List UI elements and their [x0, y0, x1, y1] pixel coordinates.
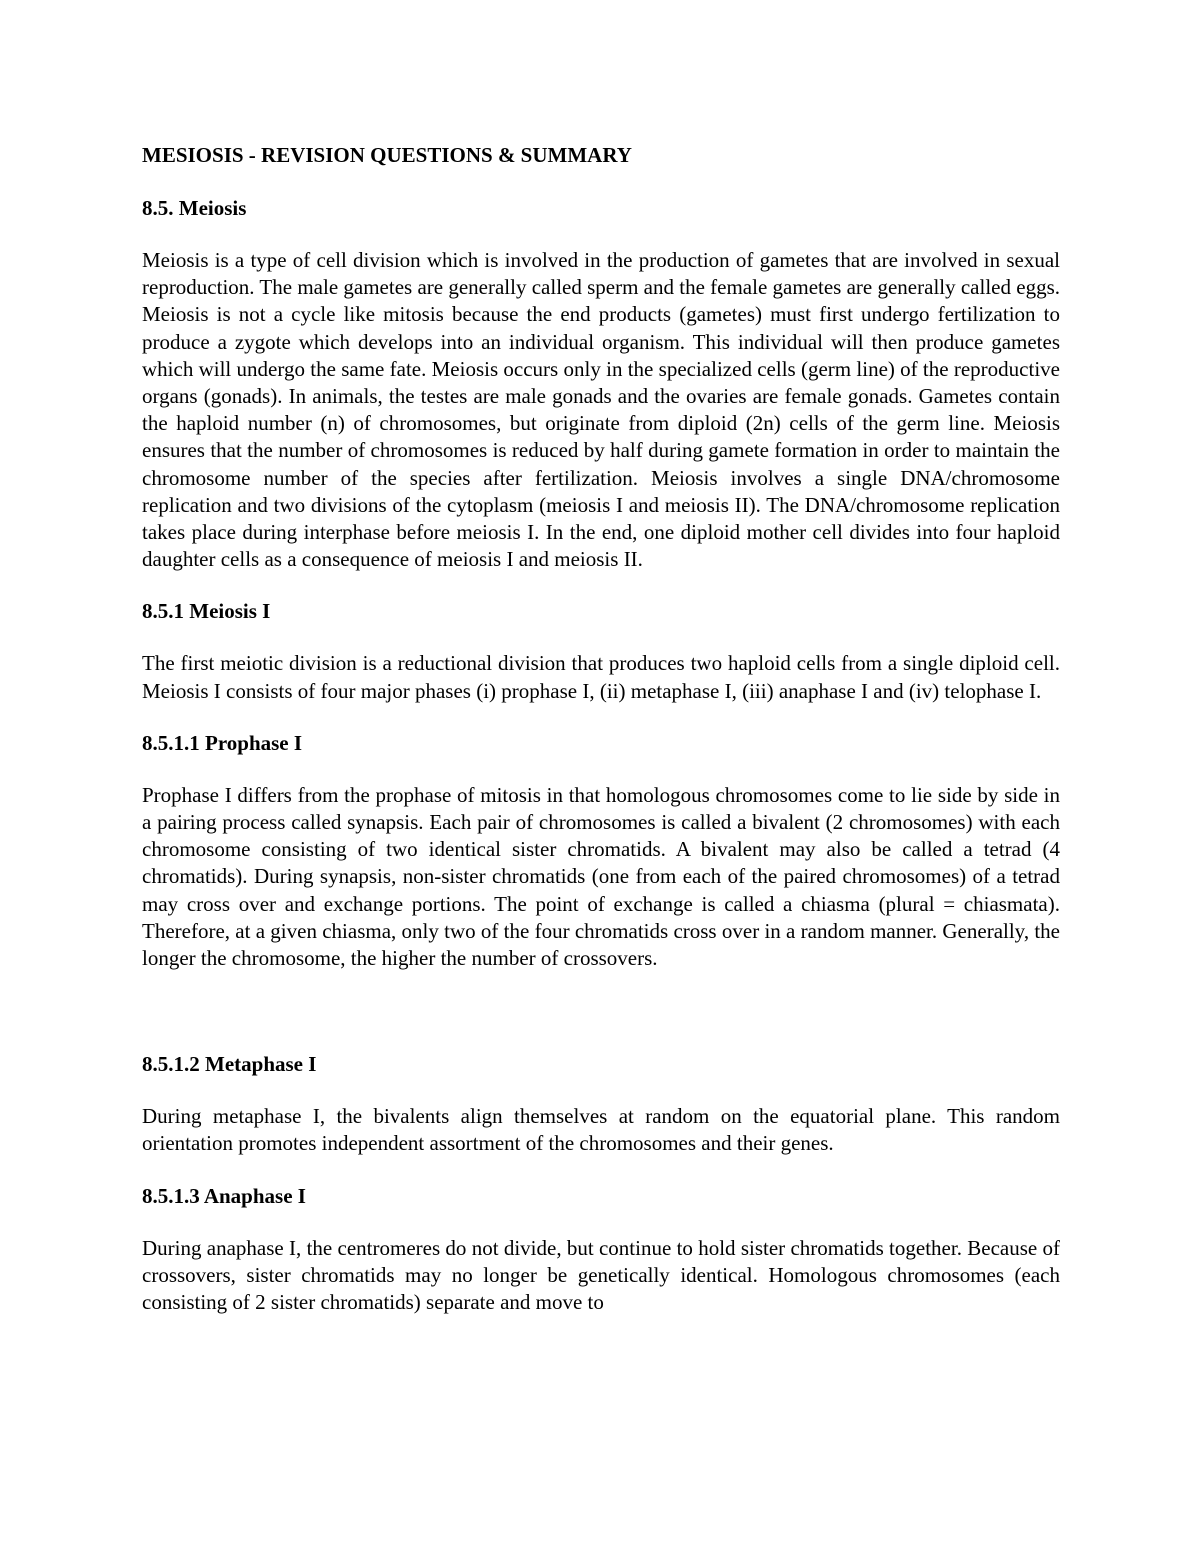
section-heading-meiosis: 8.5. Meiosis	[142, 196, 247, 220]
section-heading-metaphase-i: 8.5.1.2 Metaphase I	[142, 1052, 317, 1077]
section-paragraph-meiosis: Meiosis is a type of cell division which is involved in the production of gametes that are involved in sexual reproduction. The male gametes are generally called sperm and the female gametes are generally called eggs. Meiosis is not a cycle like mitosis because the end products (gametes) must first undergo fertilization to produce a zygote which develops into an individual organism. This individual will then produce gametes which will undergo the same fate. Meiosis occurs only in the specialized cells (germ line) of the reproductive organs (gonads). In animals, the testes are male gonads and the ovaries are female gonads. Gametes contain the haploid number (n) of chromosomes, but originate from diploid (2n) cells of the germ line. Meiosis ensures that the number of chromosomes is reduced by half during gamete formation in order to maintain the chromosome number of the species after fertilization. Meiosis involves a single DNA/chromosome replication and two divisions of the cytoplasm (meiosis I and meiosis II). The DNA/chromosome replication takes place during interphase before meiosis I. In the end, one diploid mother cell divides into four haploid daughter cells as a consequence of meiosis I and meiosis II.	[142, 248, 1060, 572]
section-anaphase-i	[142, 1183, 1060, 1317]
section-paragraph-anaphase-i: During anaphase I, the centromeres do not divide, but continue to hold sister chromatids together. Because of crossovers, sister chromatids may no longer be genetically identical. Homologous chromosomes (each consisting of 2 sister chromatids) separate and move to	[142, 1235, 1060, 1315]
document-title: MESIOSIS - REVISION QUESTIONS & SUMMARY	[142, 143, 632, 167]
section-prophase-i	[142, 730, 1060, 972]
section-meiosis	[142, 195, 1060, 573]
document-page	[142, 142, 1060, 1341]
section-paragraph-meiosis-i: The first meiotic division is a reductional division that produces two haploid cells from a single diploid cell. Meiosis I consists of four major phases (i) prophase I, (ii) metaphase I, (iii) anaphase I and (iv) telophase I.	[142, 651, 1060, 703]
section-heading-meiosis-i: 8.5.1 Meiosis I	[142, 599, 271, 624]
section-paragraph-prophase-i: Prophase I differs from the prophase of mitosis in that homologous chromosomes come to lie side by side in a pairing process called synapsis. Each pair of chromosomes is called a bivalent (2 chromosomes) with each chromosome consisting of two identical sister chromatids. A bivalent may also be called a tetrad (4 chromatids). During synapsis, non-sister chromatids (one from each of the paired chromosomes) of a tetrad may cross over and exchange portions. The point of exchange is called a chiasma (plural = chiasmata). Therefore, at a given chiasma, only two of the four chromatids cross over in a random manner. Generally, the longer the chromosome, the higher the number of crossovers.	[142, 782, 1060, 971]
section-heading-prophase-i: 8.5.1.1 Prophase I	[142, 730, 303, 755]
section-meiosis-i	[142, 598, 1060, 704]
section-heading-anaphase-i: 8.5.1.3 Anaphase I	[142, 1183, 306, 1208]
section-metaphase-i	[142, 1051, 1060, 1157]
section-paragraph-metaphase-i: During metaphase I, the bivalents align themselves at random on the equatorial plane. This random orientation promotes independent assortment of the chromosomes and their genes.	[142, 1104, 1060, 1156]
blank-spacer	[142, 997, 1060, 1051]
